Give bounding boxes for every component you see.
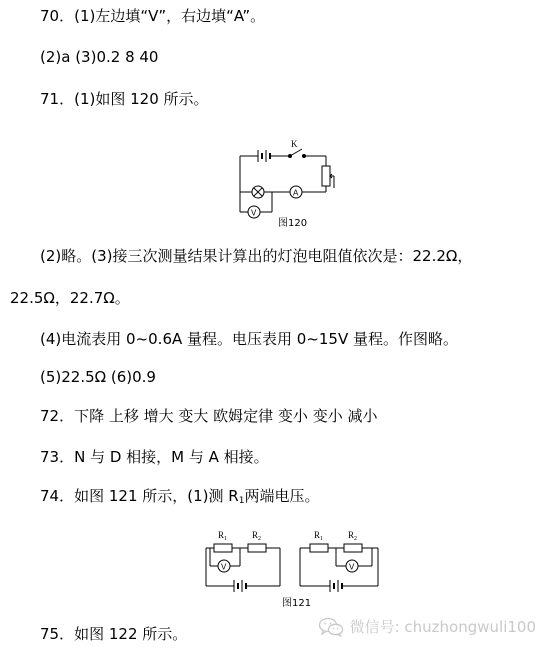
- right-voltmeter-label: V: [349, 562, 355, 572]
- left-r2: [248, 544, 266, 552]
- answer-71-line-4: (4)电流表用 0~0.6A 量程。电压表用 0~15V 量程。作图略。: [40, 330, 459, 348]
- switch-blade: [290, 149, 302, 156]
- answer-72-line: 72．下降 上移 增大 变大 欧姆定律 变小 变小 减小: [40, 407, 378, 425]
- answer-71-line-3: 22.5Ω，22.7Ω。: [10, 289, 130, 307]
- watermark: [318, 616, 536, 637]
- answer-71-line-1: 71．(1)如图 120 所示。: [40, 90, 209, 108]
- answer-74-line: [40, 486, 319, 511]
- answer-71-line-2: (2)略。(3)接三次测量结果计算出的灯泡电阻值依次是：22.2Ω，: [40, 247, 473, 265]
- answer-70-line-2: (2)a (3)0.2 8 40: [40, 48, 159, 66]
- left-voltmeter-label: V: [221, 562, 227, 572]
- left-r2-label: $R_2$: [252, 530, 262, 542]
- right-r2: [344, 544, 362, 552]
- rheostat: [322, 166, 330, 186]
- figure-121-caption: 图121: [282, 598, 312, 609]
- watermark-text: 微信号: chuzhongwuli100: [349, 618, 536, 636]
- right-r2-label: $R_2$: [348, 530, 358, 542]
- answer-74-text: 74．如图 121 所示，(1)测 R: [40, 487, 239, 505]
- answer-75-line: 75．如图 122 所示。: [40, 625, 188, 643]
- answer-70-line-1: 70．(1)左边填“V”，右边填“A”。: [40, 7, 266, 25]
- answer-73-line: 73．N 与 D 相接，M 与 A 相接。: [40, 448, 269, 466]
- ammeter-label: A: [293, 188, 299, 198]
- answer-74-text-end: 两端电压。: [244, 487, 320, 505]
- right-r1-label: $R_1$: [314, 530, 324, 542]
- left-r1-label: $R_1$: [218, 530, 228, 542]
- answer-74-subscript: 1: [238, 496, 245, 506]
- right-r1: [310, 544, 328, 552]
- switch-label: K: [291, 139, 298, 149]
- answer-71-line-5: (5)22.5Ω (6)0.9: [40, 368, 156, 386]
- wechat-icon: [318, 617, 344, 637]
- left-r1: [214, 544, 232, 552]
- voltmeter-label: V: [251, 208, 257, 218]
- figure-120-circuit: [228, 136, 358, 231]
- figure-120-caption: 图120: [278, 218, 308, 229]
- figure-121-circuits: [200, 528, 390, 610]
